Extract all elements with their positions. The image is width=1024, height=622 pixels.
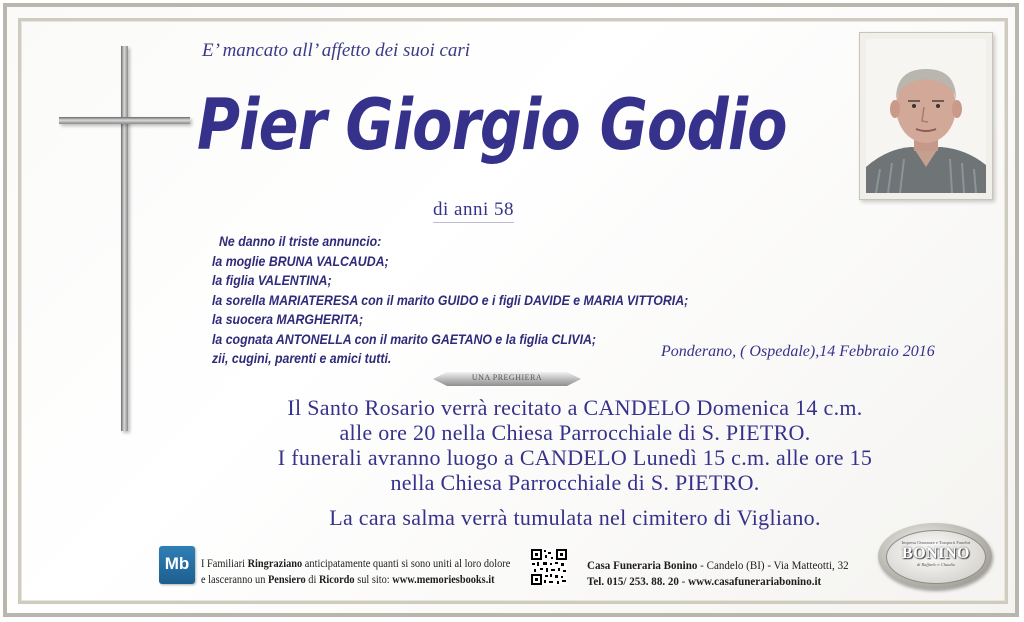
- announcement-line: la sorella MARIATERESA con il marito GUIDO e i figli DAVIDE e MARIA VITTORIA;: [212, 291, 689, 308]
- cross-icon: [121, 46, 128, 431]
- announcement-line: zii, cugini, parenti e amici tutti.: [212, 350, 392, 366]
- portrait-frame: [859, 32, 993, 200]
- service-line: I funerali avranno luogo a CANDELO Lunedì 15 c.m. alle ore 15: [277, 445, 873, 470]
- thanks-text-part: I Familiari: [201, 558, 248, 570]
- thanks-text-part: e lasceranno un: [201, 573, 268, 586]
- thanks-bold: Ringraziano: [247, 558, 303, 570]
- intro-text: E’ mancato all’ affetto dei suoi cari: [202, 40, 471, 61]
- seal-inner: [886, 530, 986, 584]
- services-block: [140, 395, 1010, 495]
- service-line: nella Chiesa Parrocchiale di S. PIETRO.: [390, 470, 760, 495]
- memoriesbooks-link[interactable]: www.memoriesbooks.it: [392, 573, 495, 586]
- separator: -: [678, 574, 689, 588]
- thanks-text-part: di: [305, 573, 319, 586]
- thanks-text-part: sul sito:: [354, 573, 393, 586]
- cross-arm: [59, 117, 190, 124]
- service-line: alle ore 20 nella Chiesa Parrocchiale di S. PIETRO.: [339, 420, 811, 445]
- funeral-home-name: Casa Funeraria Bonino: [587, 558, 698, 572]
- thanks-text: [201, 557, 511, 588]
- thanks-bold: Pensiero: [267, 573, 306, 586]
- announcement-block: [212, 232, 688, 369]
- service-line: Il Santo Rosario verrà recitato a CANDELO Domenica 14 c.m.: [287, 395, 863, 420]
- announcement-line: la figlia VALENTINA;: [212, 272, 332, 288]
- thanks-text-part: anticipatamente quanti si sono uniti al loro dolore: [302, 558, 511, 570]
- funeral-home-address: - Candelo (BI) - Via Matteotti, 32: [697, 558, 849, 572]
- seal-sub-text: di Raffaele e Claudio: [916, 562, 956, 567]
- burial-text: La cara salma verrà tumulata nel cimitero di Vigliano.: [329, 505, 821, 530]
- seal-top-text: Impresa Onoranze e Trasporti Funebri: [901, 540, 971, 545]
- place-date: Ponderano, ( Ospedale),14 Febbraio 2016: [661, 343, 935, 360]
- announcement-line: la suocera MARGHERITA;: [212, 311, 364, 327]
- prayer-label: UNA PREGHIERA: [471, 373, 543, 382]
- funeral-home-phone: Tel. 015/ 253. 88. 20: [587, 574, 679, 588]
- bonino-seal-icon: [878, 523, 992, 589]
- age-text: di anni 58: [433, 199, 514, 223]
- announcement-line: la moglie BRUNA VALCAUDA;: [212, 252, 389, 269]
- portrait-photo: [866, 39, 986, 193]
- deceased-name: Pier Giorgio Godio: [197, 84, 787, 166]
- funeral-home-info: [587, 557, 849, 589]
- announcement-line: la cognata ANTONELLA con il marito GAETANO e la figlia CLIVIA;: [212, 330, 597, 347]
- prayer-ribbon: [433, 372, 581, 386]
- qr-code-icon[interactable]: [531, 549, 567, 585]
- memoriesbooks-logo-icon: Mb: [159, 546, 195, 584]
- announcement-line: Ne danno il triste annuncio:: [219, 233, 382, 249]
- thanks-bold: Ricordo: [318, 573, 355, 586]
- funeral-home-link[interactable]: www.casafunerariabonino.it: [688, 574, 822, 588]
- seal-name: BONINO: [902, 545, 970, 562]
